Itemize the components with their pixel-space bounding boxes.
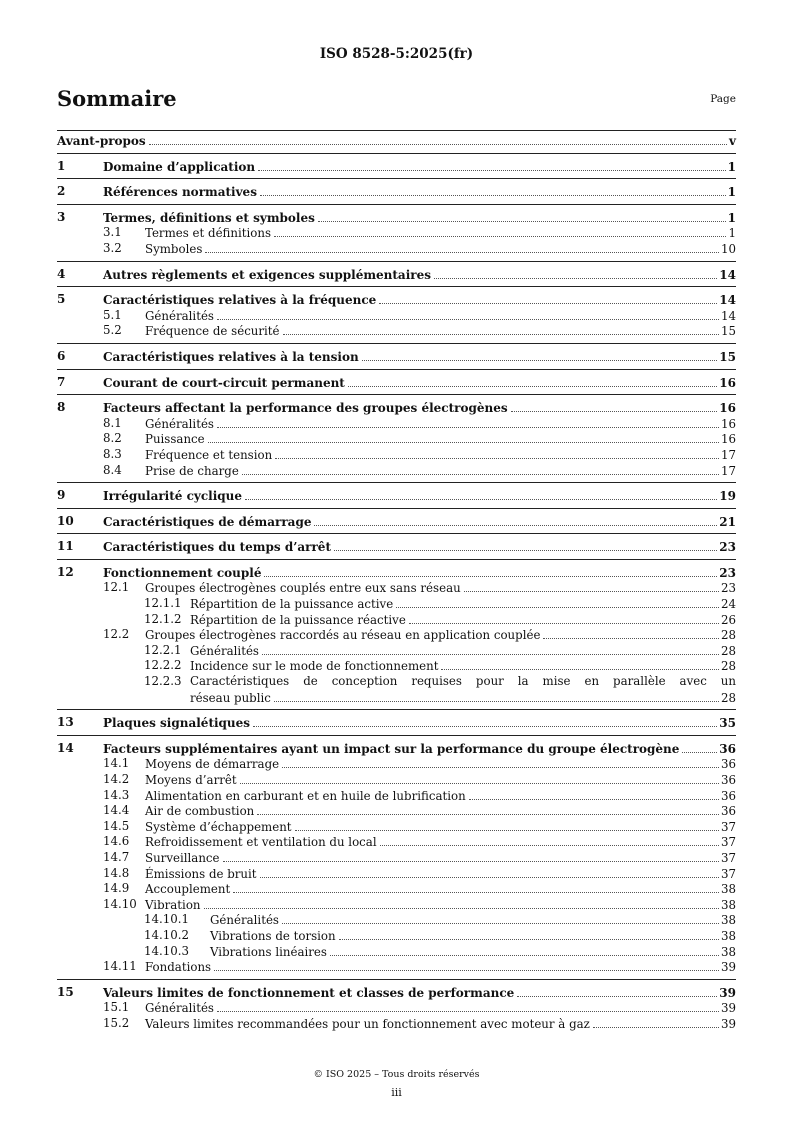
toc-entry[interactable] (57, 308, 736, 324)
toc-entry-page: 28 (720, 628, 736, 643)
toc-entry-page: 26 (720, 612, 736, 627)
toc-entry-number: 3.1 (103, 225, 122, 240)
toc-entry-number: 3 (57, 209, 66, 224)
toc-entry[interactable] (57, 756, 736, 772)
toc-entry-title: Caractéristiques du temps d’arrêt (103, 540, 331, 555)
toc-entry[interactable] (57, 447, 736, 463)
footer-page-number: iii (391, 1086, 402, 1099)
toc-entry-title: Caractéristiques relatives à la tension (103, 349, 359, 364)
toc-entry-title: Système d’échappement (145, 819, 292, 834)
toc-entry[interactable] (57, 580, 736, 596)
toc-entry[interactable] (57, 323, 736, 339)
toc-entry-page: 39 (720, 1016, 736, 1031)
toc-entry-number: 14.10.3 (144, 943, 190, 958)
toc-entry-title: Répartition de la puissance active (190, 597, 394, 612)
toc-entry-title: Groupes électrogènes couplés entre eux sans réseau (145, 581, 461, 596)
toc-entry-number: 15.1 (103, 1000, 130, 1015)
toc-entry-number: 13 (57, 715, 74, 730)
toc-entry-number: 14 (57, 740, 74, 755)
toc-section-entry[interactable] (57, 267, 736, 283)
toc-entry-page: v (729, 134, 736, 148)
dot-leader (275, 447, 719, 459)
divider (57, 343, 736, 344)
toc-section-entry[interactable] (57, 488, 736, 504)
toc-entry-title: Courant de court-circuit permanent (103, 375, 345, 390)
toc-entry-title: Vibrations linéaires (210, 944, 327, 959)
toc-entry-page: 21 (719, 514, 736, 529)
divider (57, 369, 736, 370)
dot-leader (262, 643, 719, 655)
toc-section-entry[interactable] (57, 514, 736, 530)
toc-entry-page: 39 (719, 985, 736, 1000)
toc-entry-page: 10 (720, 241, 736, 256)
toc-entry-title: Valeurs limites de fonctionnement et classes de performance (103, 985, 515, 1000)
toc-entry-number: 8 (57, 400, 66, 415)
toc-entry-number: 14.11 (103, 959, 137, 974)
toc-entry-number: 14.10.1 (144, 912, 190, 927)
toc-entry[interactable] (57, 944, 736, 960)
dot-leader (295, 819, 719, 831)
toc-entry[interactable] (57, 1016, 736, 1032)
toc-entry[interactable] (57, 612, 736, 628)
dot-leader (258, 159, 726, 171)
toc-entry-title: Groupes électrogènes raccordés au réseau en application couplée (145, 628, 541, 643)
toc-entry-title: Symboles (145, 241, 203, 256)
toc-entry-page: 39 (720, 1001, 736, 1016)
toc-entry[interactable] (57, 850, 736, 866)
toc-entry-title: Généralités (145, 1001, 214, 1016)
toc-entry-title: Termes et définitions (145, 226, 272, 241)
toc-entry-title: Émissions de bruit (145, 866, 257, 881)
toc-entry-page: 38 (720, 913, 736, 928)
toc-entry-page: 37 (720, 835, 736, 850)
dot-leader (282, 756, 719, 768)
divider (57, 482, 736, 483)
toc-entry-page: 36 (719, 741, 736, 756)
toc-entry-number: 8.4 (103, 462, 122, 477)
divider (57, 559, 736, 560)
document-id: ISO 8528-5:2025(fr) (319, 46, 474, 62)
dot-leader (283, 323, 719, 335)
divider (57, 394, 736, 395)
toc-entry-page: 23 (719, 540, 736, 555)
dot-leader (682, 741, 717, 753)
divider (57, 153, 736, 154)
toc-entry-number: 14.10.2 (144, 927, 190, 942)
toc-entry-title: Termes, définitions et symboles (103, 210, 315, 225)
toc-entry-page: 17 (720, 447, 736, 462)
toc-entry-page: 36 (720, 788, 736, 803)
dot-leader (282, 912, 719, 924)
toc-entry-page: 38 (720, 928, 736, 943)
toc-entry-page: 16 (720, 432, 736, 447)
toc-section-entry[interactable] (57, 375, 736, 391)
toc-entry-title: Références normatives (103, 185, 257, 200)
toc-entry-title: Plaques signalétiques (103, 716, 251, 731)
toc-entry-title-continued: réseau public (190, 690, 271, 705)
divider (57, 735, 736, 736)
dot-leader (253, 715, 717, 727)
dot-leader (208, 431, 719, 443)
toc-entry-number: 3.2 (103, 240, 122, 255)
toc-entry-title: Fondations (145, 960, 212, 975)
toc-entry[interactable] (57, 881, 736, 897)
toc-entry[interactable] (57, 674, 736, 705)
toc-entry[interactable] (57, 1000, 736, 1016)
dot-leader (348, 375, 717, 387)
dot-leader (274, 690, 719, 702)
dot-leader (260, 866, 719, 878)
toc-section-entry[interactable] (57, 715, 736, 731)
toc-entry-page: 23 (720, 581, 736, 596)
toc-entry-number: 14.2 (103, 772, 130, 786)
toc-entry-page: 37 (720, 866, 736, 881)
dot-leader (543, 627, 719, 639)
toc-entry[interactable] (57, 788, 736, 804)
divider (57, 979, 736, 980)
toc-entry-page: 16 (720, 416, 736, 431)
toc-entry[interactable] (57, 241, 736, 257)
toc-entry-page: 38 (720, 897, 736, 912)
dot-leader (517, 985, 717, 997)
toc-entry-page: 36 (720, 773, 736, 787)
toc-entry-page: 1 (727, 185, 736, 200)
toc-entry-page: 15 (719, 349, 736, 364)
toc-section-entry[interactable] (57, 159, 736, 175)
dot-leader (334, 539, 717, 551)
toc-entry-number: 14.7 (103, 849, 130, 864)
toc-entry-page: 38 (720, 882, 736, 897)
toc-entry-title: Répartition de la puissance réactive (190, 612, 406, 627)
toc-entry-title: Prise de charge (145, 463, 239, 478)
dot-leader (434, 267, 717, 279)
toc-entry-title: Refroidissement et ventilation du local (145, 835, 377, 850)
toc-entry-number: 5.1 (103, 307, 122, 322)
toc-section-entry[interactable] (57, 184, 736, 200)
toc-entry-page: 28 (720, 659, 736, 674)
dot-leader (441, 658, 719, 670)
divider (57, 130, 736, 131)
toc-entry-title: Puissance (145, 432, 205, 447)
dot-leader (339, 928, 719, 940)
toc-entry[interactable] (57, 772, 736, 788)
toc-entry-number: 12.2 (103, 627, 130, 642)
toc-entry[interactable] (57, 866, 736, 882)
divider (57, 508, 736, 509)
toc-entry[interactable] (57, 463, 736, 479)
toc-entry-title: Caractéristiques de démarrage (103, 514, 312, 529)
toc-entry[interactable] (57, 819, 736, 835)
toc-entry-title: Caractéristiques de conception requises pour la mise en parallèle avec un (190, 674, 736, 689)
dot-leader (593, 1016, 719, 1028)
dot-leader (396, 596, 719, 608)
toc-entry-title: Accouplement (145, 882, 231, 897)
toc-entry-title: Autres règlements et exigences supplémentaires (103, 267, 431, 282)
toc-entry[interactable] (57, 928, 736, 944)
divider (57, 204, 736, 205)
dot-leader (223, 850, 719, 862)
toc-entry-number: 9 (57, 488, 66, 503)
footer-copyright: © ISO 2025 – Tous droits réservés (313, 1069, 480, 1080)
dot-leader (318, 210, 726, 222)
toc-entry-number: 12.2.1 (144, 642, 182, 657)
dot-leader (264, 565, 717, 577)
toc-entry-title: Fréquence et tension (145, 447, 273, 462)
dot-leader (204, 897, 719, 909)
toc-entry-number: 2 (57, 184, 66, 199)
toc-entry-title: Généralités (145, 308, 214, 323)
toc-entry-title: Moyens d’arrêt (145, 773, 237, 787)
toc-entry-page: 39 (720, 960, 736, 975)
toc-entry-number: 8.1 (103, 415, 122, 430)
toc-entry-page: 36 (720, 757, 736, 772)
page-column-label: Page (710, 93, 736, 105)
toc-entry[interactable] (57, 627, 736, 643)
toc-entry-number: 6 (57, 348, 66, 363)
divider (57, 178, 736, 179)
toc-entry-title: Moyens de démarrage (145, 757, 280, 772)
toc-section-entry[interactable] (57, 741, 736, 757)
toc-entry-number: 12.1.2 (144, 611, 182, 626)
dot-leader (469, 788, 719, 800)
toc-entry-page: 14 (719, 267, 736, 282)
dot-leader (242, 463, 719, 475)
toc-entry-title: Surveillance (145, 850, 220, 865)
toc-entry-number: 14.4 (103, 803, 130, 818)
toc-entry-number: 14.1 (103, 756, 130, 771)
dot-leader (511, 400, 718, 412)
toc-entry-title: Généralités (145, 416, 214, 431)
toc-entry-number: 12.2.2 (144, 658, 182, 673)
dot-leader (409, 612, 719, 624)
toc-entry-number: 11 (57, 539, 74, 554)
toc-entry[interactable] (57, 431, 736, 447)
toc-entry-number: 1 (57, 158, 66, 173)
toc-entry-title: Généralités (210, 913, 279, 928)
toc-entry-title: Vibrations de torsion (210, 928, 336, 943)
dot-leader (233, 881, 719, 893)
dot-leader (330, 944, 719, 956)
toc-entry-page: 14 (719, 293, 736, 308)
toc-section-entry[interactable] (57, 985, 736, 1001)
dot-leader (205, 241, 719, 253)
dot-leader (314, 514, 717, 526)
toc-section-entry[interactable] (57, 292, 736, 308)
toc-entry-title: Domaine d’application (103, 159, 256, 174)
toc-entry-page: 19 (719, 489, 736, 504)
divider (57, 286, 736, 287)
dot-leader (260, 184, 726, 196)
toc-entry-page: 17 (720, 463, 736, 478)
table-of-contents (57, 130, 736, 1032)
toc-entry-page: 37 (720, 850, 736, 865)
toc-section-entry[interactable] (57, 539, 736, 555)
dot-leader (257, 803, 719, 815)
toc-entry-page: 23 (719, 565, 736, 580)
toc-entry-title: Incidence sur le mode de fonctionnement (190, 659, 439, 674)
toc-entry-number: 5.2 (103, 323, 122, 338)
toc-entry-title: Vibration (145, 897, 201, 912)
toc-entry-number: 4 (57, 266, 66, 281)
toc-entry-page: 36 (720, 804, 736, 819)
toc-entry-number: 14.8 (103, 865, 130, 880)
toc-entry[interactable] (57, 225, 736, 241)
divider (57, 533, 736, 534)
toc-entry-number: 14.10 (103, 896, 137, 911)
toc-entry-number: 12 (57, 564, 74, 579)
dot-leader (240, 772, 719, 784)
dot-leader (149, 133, 727, 145)
toc-entry[interactable] (57, 959, 736, 975)
dot-leader (214, 959, 719, 971)
toc-entry-page: 16 (719, 375, 736, 390)
dot-leader (217, 416, 719, 428)
toc-entry-page: 1 (727, 159, 736, 174)
toc-entry[interactable] (57, 897, 736, 913)
toc-entry-number: 12.1 (103, 580, 130, 595)
toc-entry-number: 10 (57, 513, 74, 528)
toc-entry-number: 15 (57, 984, 74, 999)
dot-leader (245, 488, 717, 500)
toc-entry-number: 14.3 (103, 787, 130, 802)
toc-entry[interactable] (57, 643, 736, 659)
toc-entry-page: 15 (720, 324, 736, 339)
toc-entry[interactable] (57, 658, 736, 674)
toc-entry[interactable] (57, 803, 736, 819)
toc-entry-number: 8.3 (103, 446, 122, 461)
toc-entry[interactable] (57, 912, 736, 928)
toc-entry-number: 14.9 (103, 881, 130, 896)
toc-entry-number: 15.2 (103, 1015, 130, 1030)
dot-leader (217, 1000, 719, 1012)
toc-entry-page: 1 (728, 226, 736, 241)
toc-entry-number: 8.2 (103, 431, 122, 446)
toc-entry-page: 35 (719, 716, 736, 731)
toc-entry-title: Alimentation en carburant et en huile de lubrification (145, 788, 466, 803)
toc-entry-page: 28 (720, 643, 736, 658)
dot-leader (274, 225, 726, 237)
toc-entry-title: Caractéristiques relatives à la fréquence (103, 293, 377, 308)
toc-entry-number: 7 (57, 374, 66, 389)
toc-entry-title: Air de combustion (145, 804, 255, 819)
toc-section-entry[interactable] (57, 133, 736, 149)
toc-entry-title: Fonctionnement couplé (103, 565, 262, 580)
page-title: Sommaire (57, 86, 177, 111)
toc-entry-number: 14.5 (103, 818, 130, 833)
toc-entry-page: 14 (720, 308, 736, 323)
divider (57, 709, 736, 710)
toc-entry-number: 12.2.3 (144, 674, 182, 689)
toc-entry-title: Généralités (190, 643, 259, 658)
dot-leader (380, 834, 719, 846)
dot-leader (379, 292, 717, 304)
dot-leader (362, 349, 718, 361)
toc-entry[interactable] (57, 416, 736, 432)
dot-leader (464, 580, 719, 592)
toc-entry-page: 37 (720, 819, 736, 834)
toc-entry-page: 38 (720, 944, 736, 959)
divider (57, 261, 736, 262)
toc-entry-page: 16 (719, 401, 736, 416)
toc-entry-number: 14.6 (103, 834, 130, 849)
toc-section-entry[interactable] (57, 400, 736, 416)
toc-entry-page: 1 (727, 210, 736, 225)
toc-section-entry[interactable] (57, 565, 736, 581)
toc-entry-continuation (190, 690, 736, 706)
toc-entry-page: 24 (720, 597, 736, 612)
toc-section-entry[interactable] (57, 210, 736, 226)
toc-entry-title: Facteurs affectant la performance des groupes électrogènes (103, 401, 508, 416)
toc-entry-title: Irrégularité cyclique (103, 489, 243, 504)
toc-entry-number: 12.1.1 (144, 596, 182, 611)
toc-entry-title: Avant-propos (57, 134, 146, 148)
toc-entry[interactable] (57, 596, 736, 612)
toc-entry-number: 5 (57, 292, 66, 307)
toc-entry-title: Fréquence de sécurité (145, 324, 280, 339)
toc-entry[interactable] (57, 834, 736, 850)
toc-entry-page: 28 (720, 690, 736, 705)
toc-entry-title: Valeurs limites recommandées pour un fonctionnement avec moteur à gaz (145, 1016, 590, 1031)
dot-leader (217, 308, 719, 320)
toc-section-entry[interactable] (57, 349, 736, 365)
toc-entry-title: Facteurs supplémentaires ayant un impact sur la performance du groupe électrogène (103, 741, 680, 756)
